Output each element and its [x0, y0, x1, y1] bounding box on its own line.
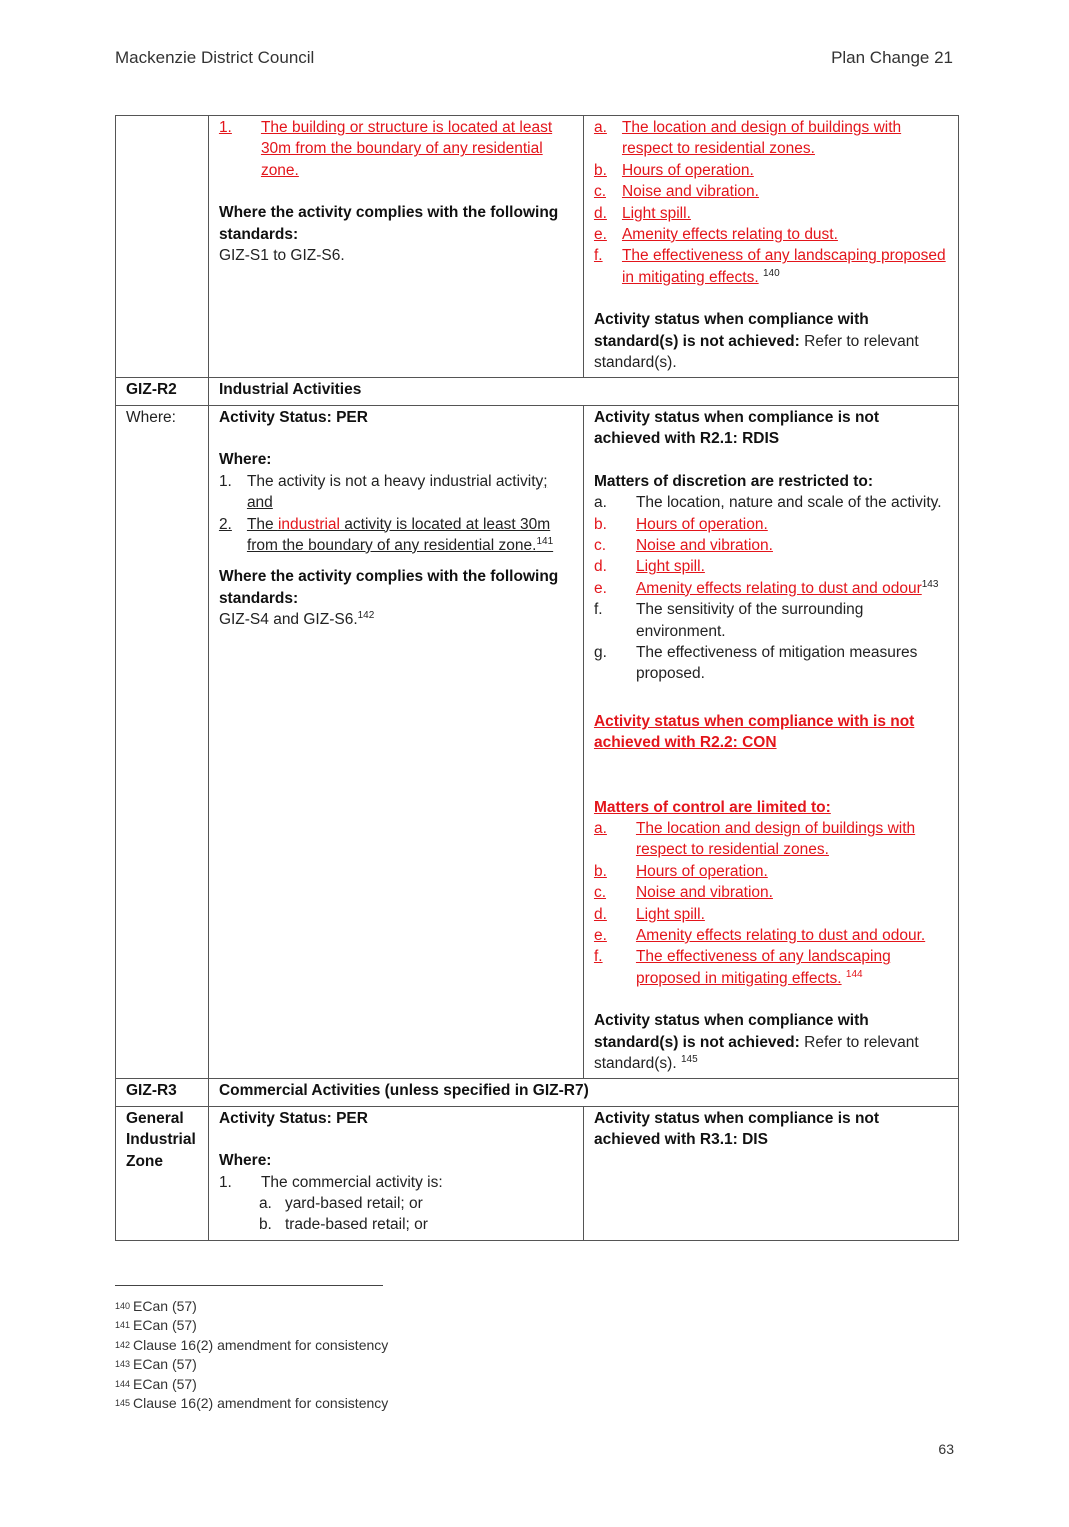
- list-item: [594, 818, 948, 861]
- list-text: Noise and vibration.: [635, 536, 773, 554]
- list-text: trade-based retail; or: [284, 1216, 428, 1234]
- list-item: [594, 904, 948, 925]
- footnotes: [115, 1297, 388, 1413]
- table-row: [116, 1106, 959, 1240]
- list-item: [594, 556, 948, 577]
- list-item: [219, 471, 573, 514]
- list-text: yard-based retail; or: [284, 1195, 423, 1213]
- list-number: a.: [593, 819, 607, 837]
- list-item: [594, 925, 948, 946]
- list-text: Noise and vibration.: [635, 884, 773, 902]
- list-number: c.: [593, 536, 607, 554]
- list-text: The commercial activity is:: [260, 1173, 443, 1191]
- list-text: The location, nature and scale of the activity.: [635, 494, 942, 512]
- footnote-ref[interactable]: 142: [357, 609, 375, 621]
- rule-code: GIZ-R3: [116, 1079, 209, 1106]
- list-text: Hours of operation.: [635, 862, 768, 880]
- zone-label: General Industrial Zone: [116, 1106, 209, 1240]
- footnote-divider: [115, 1285, 383, 1286]
- table-row: [116, 1079, 959, 1106]
- list-item: [594, 882, 948, 903]
- list-item: [594, 224, 948, 245]
- footnote-ref[interactable]: 140: [762, 267, 780, 279]
- list-text: Hours of operation.: [635, 515, 768, 533]
- list-item: [594, 642, 948, 685]
- list-number: 1.: [218, 1173, 232, 1191]
- list-item: [594, 535, 948, 556]
- table-row: [116, 378, 959, 405]
- header-plan-change: Plan Change 21: [831, 48, 953, 67]
- list-text: The building or structure is located at least 30m from the boundary of any residential zone.: [260, 119, 553, 179]
- list-item: [594, 245, 948, 288]
- control-list: [594, 818, 948, 989]
- control-heading: Matters of control are limited to:: [593, 798, 831, 816]
- condition-list: [219, 117, 573, 181]
- table-row: [116, 116, 959, 378]
- activity-status: Activity Status: PER: [218, 408, 368, 426]
- list-number: b.: [258, 1216, 272, 1234]
- list-item: [259, 1214, 573, 1235]
- list-text: Light spill.: [635, 558, 705, 576]
- header-council-name: Mackenzie District Council: [115, 48, 315, 67]
- matters-cell: [583, 405, 958, 1079]
- list-text: Light spill.: [635, 905, 705, 923]
- footnote-ref[interactable]: 145: [680, 1053, 698, 1065]
- list-number: b.: [593, 862, 607, 880]
- list-text: The: [246, 515, 278, 533]
- list-number: b.: [593, 515, 607, 533]
- rdis-heading: Activity status when compliance is not achieved with R2.1: RDIS: [593, 408, 880, 448]
- list-text: Hours of operation.: [621, 161, 754, 179]
- standards-intro: Where the activity complies with the following standards:: [218, 568, 559, 607]
- rule-code-cell: [116, 116, 209, 378]
- where-heading: Where:: [218, 1152, 272, 1170]
- matters-cell: [583, 116, 958, 378]
- rule-title: Commercial Activities (unless specified in GIZ-R7): [208, 1079, 958, 1106]
- list-item: [219, 1172, 573, 1193]
- activity-status: Activity Status: PER: [218, 1109, 368, 1127]
- rule-title: Industrial Activities: [208, 378, 958, 405]
- list-item: [594, 578, 948, 599]
- list-text: Amenity effects relating to dust and odour.: [635, 927, 926, 944]
- list-item: [594, 861, 948, 882]
- condition-list: [219, 1172, 573, 1193]
- list-text: ;: [543, 472, 548, 490]
- list-number: 1.: [218, 119, 232, 136]
- condition-list: [219, 471, 573, 557]
- matters-list: [594, 117, 948, 288]
- list-text: The activity is not a heavy industrial activity: [246, 472, 544, 490]
- list-text: The location and design of buildings with respect to residential zones.: [635, 819, 916, 859]
- list-number: 1.: [218, 472, 232, 490]
- list-number: f.: [593, 247, 603, 265]
- conditions-cell: [208, 116, 583, 378]
- table-row: [116, 405, 959, 1079]
- footnote-ref[interactable]: 143: [921, 578, 939, 590]
- list-number: b.: [593, 161, 607, 179]
- list-text: industrial: [277, 515, 340, 533]
- conditions-cell: [208, 405, 583, 1079]
- footnote: $^{143}$ ECan (57): [115, 1356, 197, 1373]
- footnote: $^{140}$ ECan (57): [115, 1298, 197, 1314]
- list-item: [259, 1193, 573, 1214]
- standards-text: GIZ-S1 to GIZ-S6.: [218, 247, 345, 265]
- where-heading: Where:: [218, 451, 272, 469]
- list-item: [594, 160, 948, 181]
- list-item: [219, 117, 573, 181]
- list-number: f.: [593, 601, 603, 619]
- footnote: $^{145}$ Clause 16(2) amendment for consistency: [115, 1395, 389, 1412]
- list-number: c.: [593, 183, 607, 201]
- footnote: $^{144}$ ECan (57): [115, 1375, 197, 1392]
- list-item: [594, 117, 948, 160]
- list-number: e.: [593, 226, 607, 244]
- dis-heading: Activity status when compliance is not achieved with R3.1: DIS: [593, 1109, 880, 1149]
- list-text: The location and design of buildings with respect to residential zones.: [621, 119, 902, 158]
- footnote-ref[interactable]: 144: [845, 968, 863, 980]
- list-text: and: [246, 494, 273, 512]
- rule-code: GIZ-R2: [116, 378, 209, 405]
- conditions-cell: [208, 1106, 583, 1240]
- list-item: [594, 181, 948, 202]
- list-number: 2.: [218, 515, 232, 533]
- list-text: Amenity effects relating to dust.: [621, 226, 838, 244]
- list-text: The sensitivity of the surrounding environment.: [635, 601, 864, 640]
- con-heading: Activity status when compliance with is not achieved with R2.2: CON: [593, 712, 915, 752]
- list-number: d.: [593, 204, 607, 222]
- list-text: The effectiveness of any landscaping proposed in mitigating effects.: [621, 247, 946, 286]
- list-text: Amenity effects relating to dust and odour: [635, 579, 922, 597]
- where-label: Where:: [116, 405, 209, 1079]
- list-number: e.: [593, 579, 607, 597]
- list-number: e.: [593, 927, 607, 944]
- list-number: a.: [258, 1195, 272, 1213]
- standards-text: GIZ-S4 and GIZ-S6.$^{142}$: [218, 609, 375, 629]
- rules-table: [115, 115, 959, 1241]
- list-number: a.: [593, 494, 607, 512]
- standards-intro: Where the activity complies with the following standards:: [218, 204, 559, 243]
- discretion-heading: Matters of discretion are restricted to:: [593, 472, 874, 490]
- noncompliance-text: Activity status when compliance with standard(s) is not achieved: Refer to relevant standard(s).: [593, 311, 919, 372]
- list-number: g.: [593, 643, 607, 661]
- list-item: [594, 514, 948, 535]
- footnote: $^{141}$ ECan (57): [115, 1317, 197, 1334]
- list-number: f.: [593, 948, 603, 966]
- list-text: Noise and vibration.: [621, 183, 759, 201]
- list-text: Light spill.: [621, 204, 691, 222]
- list-number: d.: [593, 558, 607, 576]
- noncompliance-text: Activity status when compliance with standard(s) is not achieved: Refer to relevant standard(s). $^{145}$: [593, 1012, 919, 1073]
- list-text: The effectiveness of mitigation measures proposed.: [635, 643, 918, 683]
- list-number: d.: [593, 905, 607, 923]
- list-number: a.: [593, 119, 607, 136]
- matters-cell: [583, 1106, 958, 1240]
- list-item: [594, 203, 948, 224]
- list-number: c.: [593, 884, 607, 902]
- discretion-list: [594, 492, 948, 685]
- page-number: 63: [938, 1441, 954, 1457]
- footnote-ref[interactable]: 141: [536, 535, 554, 547]
- list-text: activity is located at least 30m from the boundary of any residential zone.: [246, 515, 551, 554]
- list-item: [594, 492, 948, 513]
- list-item: [594, 599, 948, 642]
- list-item: [219, 514, 573, 557]
- list-item: [594, 946, 948, 989]
- sub-list: [219, 1193, 573, 1236]
- list-text: The effectiveness of any landscaping proposed in mitigating effects.: [635, 948, 891, 987]
- footnote: $^{142}$ Clause 16(2) amendment for consistency: [115, 1336, 389, 1353]
